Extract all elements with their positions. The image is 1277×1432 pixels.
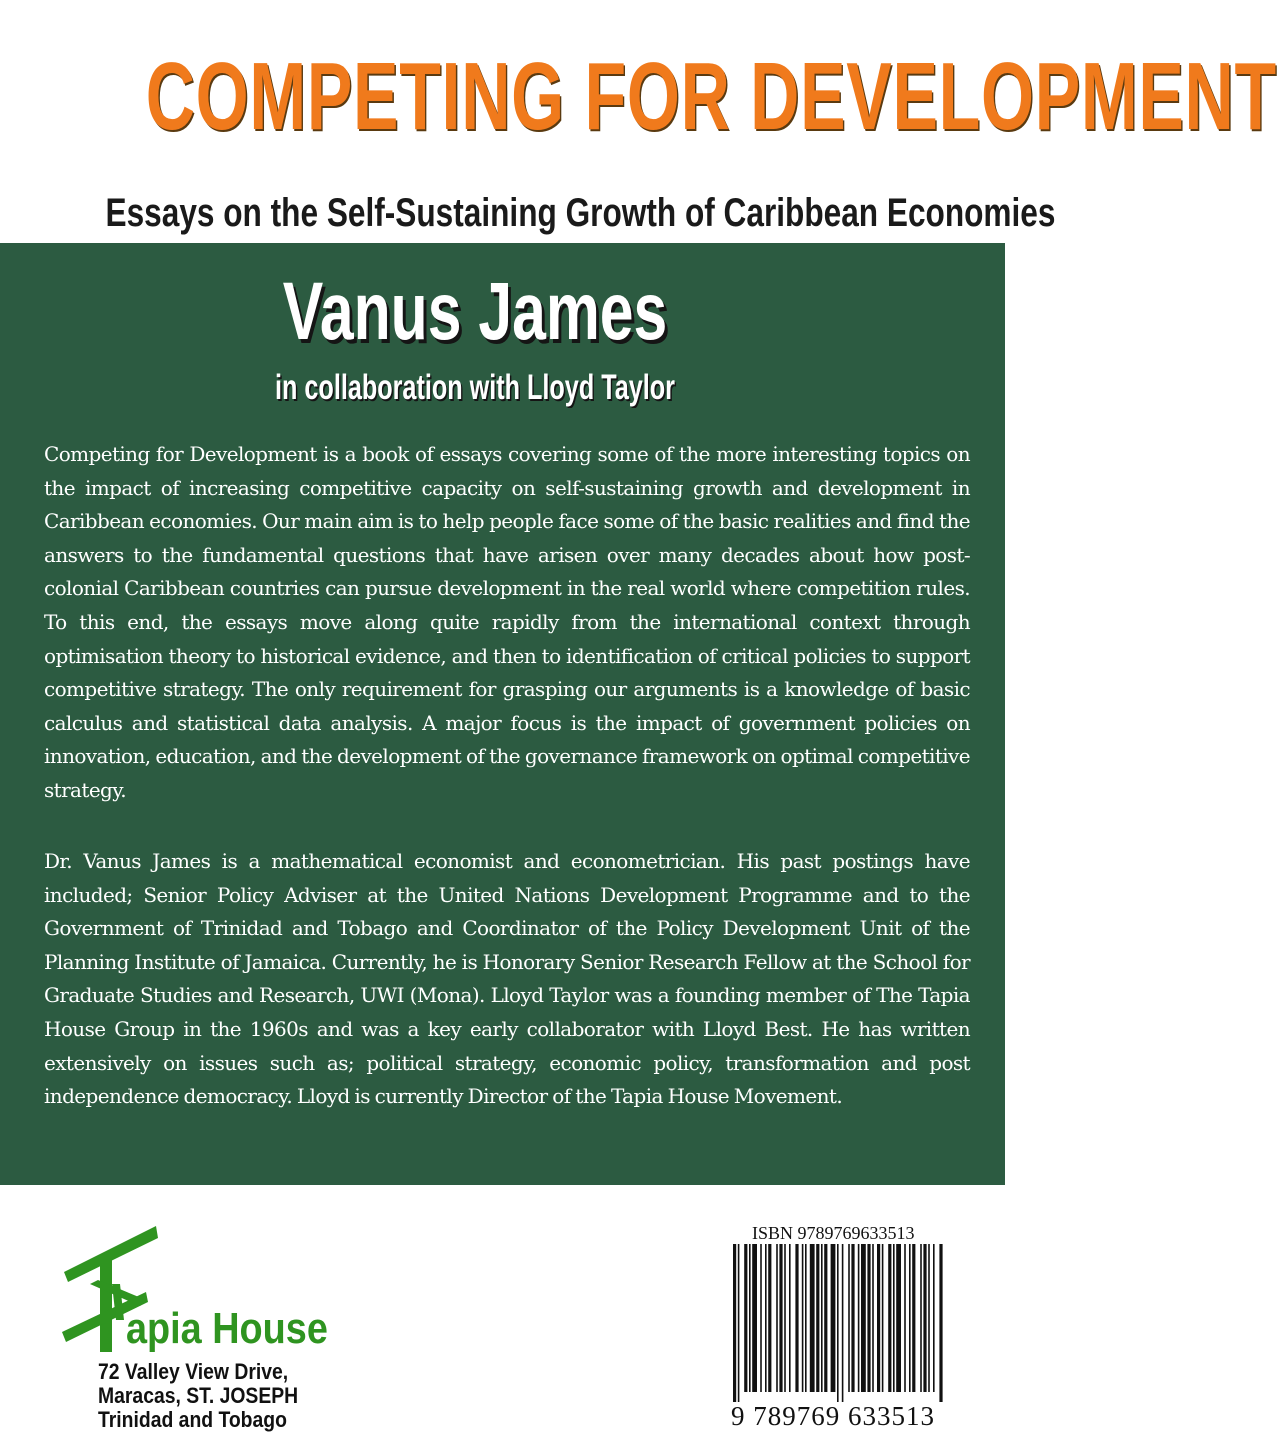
barcode-bar [768,1244,771,1392]
barcode-bar [848,1244,850,1392]
barcode-bar [784,1244,786,1392]
publisher-logo [60,1224,360,1432]
barcode-bar [882,1244,884,1392]
barcode-bar [738,1244,740,1402]
address-line-3: Trinidad and Tobago [98,1407,287,1432]
barcode-bar [842,1244,844,1402]
barcode-bar [893,1244,895,1392]
book-subtitle: Essays on the Self-Sustaining Growth of Caribbean Economies [105,191,1056,235]
blurb-paragraph-1: Competing for Development is a book of essays covering some of the more interesting topics on the impact of increasing competitive capacity on self-sustaining growth and development in Caribbean economies. Our main aim is to help people face some of the basic realities and find the answers to the fundamental questions that have arisen over many decades about how post-colonial Caribbean countries can pursue development in the real world where competition rules. To this end, the essays move along quite rapidly from the international context through optimisation theory to historical evidence, and then to identification of critical policies to support competitive strategy. The only requirement for grasping our arguments is a knowledge of basic calculus and statistical data analysis. A major focus is the impact of government policies on innovation, education, and the development of the governance framework on optimal competitive strategy. [44,442,970,802]
barcode-bar [912,1244,915,1392]
barcode-bar [760,1244,762,1392]
barcode-bar [765,1244,767,1392]
barcode-bar [816,1244,819,1392]
isbn-barcode [731,1244,949,1402]
address-line-2: Maracas, ST. JOSEPH [98,1383,299,1408]
barcode-bar [733,1244,736,1402]
barcode-number: 9 789769 633513 [731,1401,935,1431]
title-area [0,0,1277,243]
barcode-bar [802,1244,804,1392]
publisher-name: apia House [126,1304,328,1353]
barcode-bar [744,1244,747,1392]
barcode-bar [867,1244,870,1392]
isbn-label: ISBN 9789769633513 [752,1223,915,1243]
barcode-bar [776,1244,778,1392]
barcode-bar [933,1244,935,1392]
barcode-bar [896,1244,901,1392]
barcode-bar [872,1244,874,1392]
blurb-paragraph-2: Dr. Vanus James is a mathematical economist and econometrician. His past postings have included; Senior Policy Adviser at the United Nations Development Programme and to the Government of Trinidad and Tobago and Coordinator of the Policy Development Unit of the Planning Institute of Jamaica. Currently, he is Honorary Senior Research Fellow at the School for Graduate Studies and Research, UWI (Mona). Lloyd Taylor was a founding member of The Tapia House Group in the 1960s and was a key early collaborator with Lloyd Best. He has written extensively on issues such as; political strategy, economic policy, transformation and post independence democracy. Lloyd is currently Director of the Tapia House Movement. [44,849,970,1109]
barcode-bar [851,1244,854,1392]
barcode-bar [831,1244,836,1392]
barcode-bar [749,1244,751,1392]
barcode-bar [904,1244,906,1392]
barcode-bar [805,1244,807,1392]
barcode-bar [837,1244,839,1402]
barcode-bar [789,1244,791,1392]
barcode-bar [909,1244,911,1392]
barcode-bar [928,1244,930,1392]
barcode-bar [920,1244,922,1392]
barcode-bar [877,1244,880,1392]
address-line-1: 72 Valley View Drive, [98,1359,289,1384]
book-title: COMPETING FOR DEVELOPMENT [145,43,1277,150]
author-name: Vanus James [282,266,668,357]
collaborator-line: in collaboration with Lloyd Taylor [275,368,675,407]
barcode-bar [824,1244,827,1392]
barcode-bar [752,1244,757,1392]
barcode-bar [795,1244,798,1392]
barcode-bar [858,1244,860,1392]
barcode-bar [888,1244,891,1392]
barcode-bar [923,1244,926,1392]
barcode-bar [810,1244,815,1392]
barcode-bar [821,1244,823,1392]
barcode-bar [779,1244,782,1392]
barcode-bar [939,1244,942,1402]
barcode-bar [861,1244,866,1392]
